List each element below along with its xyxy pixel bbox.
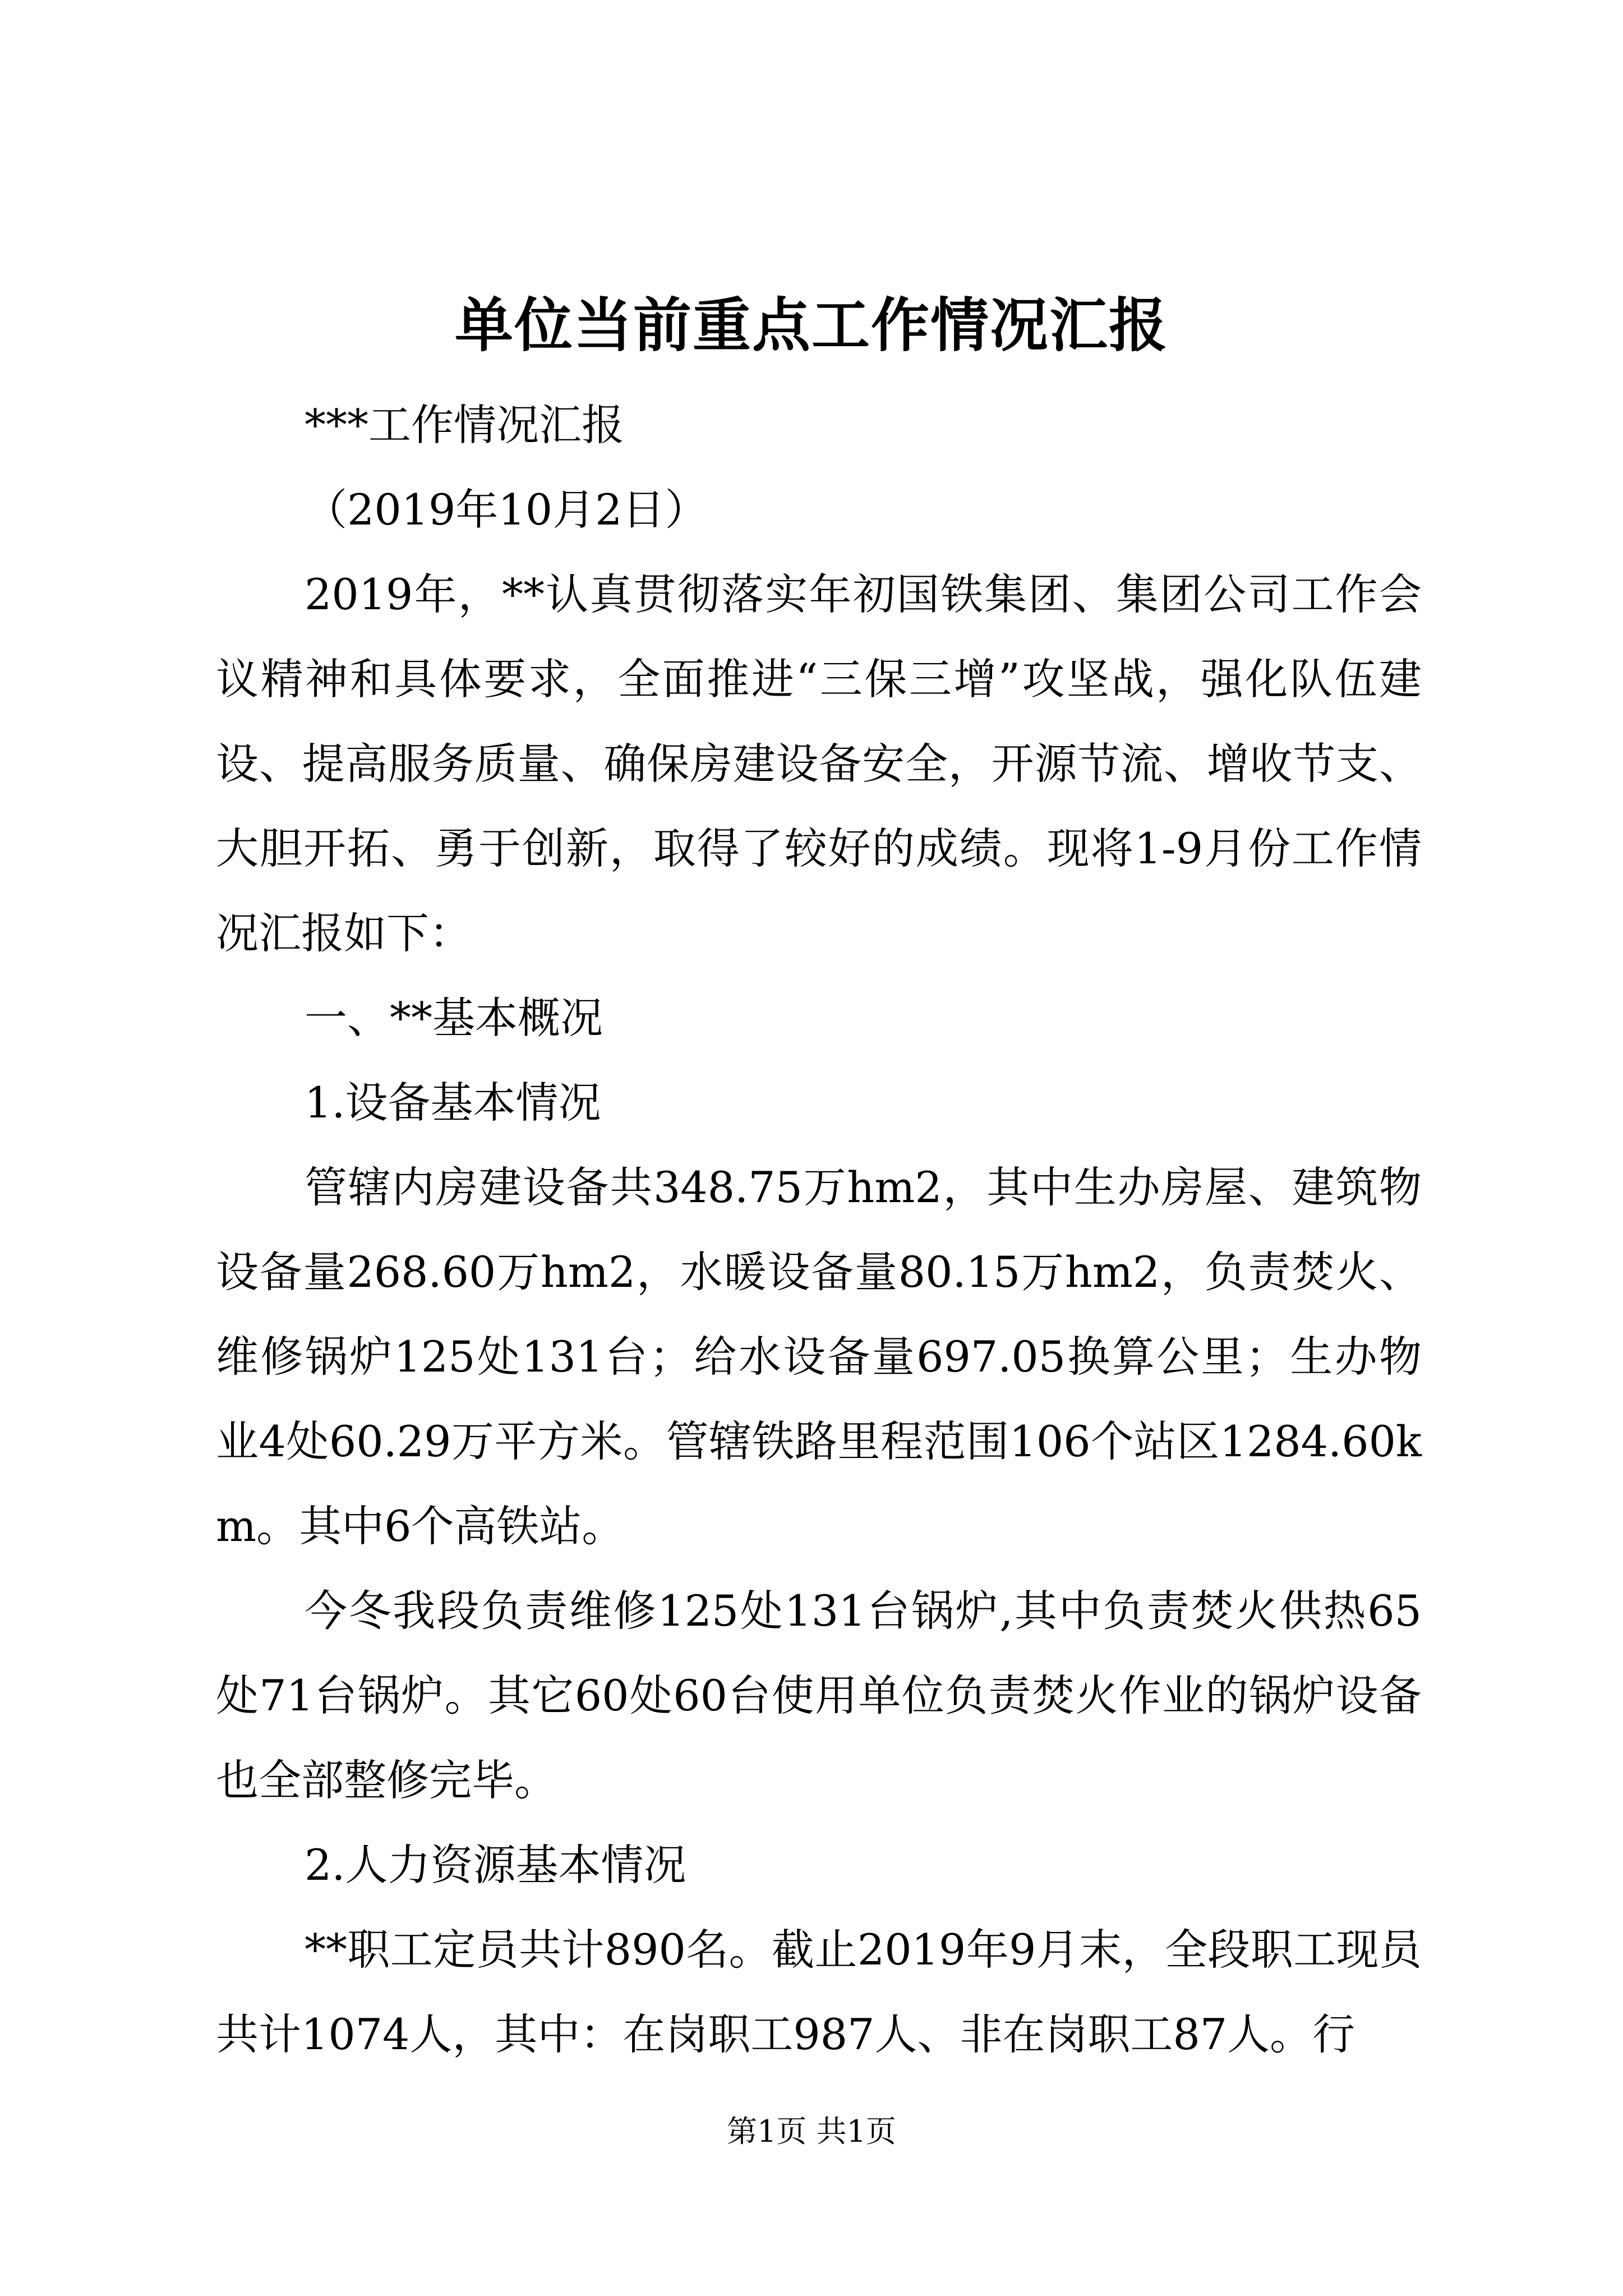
subsection-heading-hr: 2.人力资源基本情况	[305, 1840, 686, 1890]
document-title: 单位当前重点工作情况汇报	[454, 291, 1168, 360]
report-subtitle: ***工作情况汇报	[305, 400, 624, 450]
boiler-paragraph: 今冬我段负责维修125处131台锅炉,其中负责焚火供热65处71台锅炉。其它60处60台使用单位负责焚火作业的锅炉设备也全部整修完毕。	[216, 1586, 1422, 1805]
intro-paragraph: 2019年，**认真贯彻落实年初国铁集团、集团公司工作会议精神和具体要求，全面推进“三保三增”攻坚战，强化队伍建设、提高服务质量、确保房建设备安全，开源节流、增收节支、大胆开拓、勇于创新，取得了较好的成绩。现将1-9月份工作情况汇报如下：	[216, 569, 1422, 958]
hr-paragraph: **职工定员共计890名。截止2019年9月末，全段职工现员共计1074人，其中：在岗职工987人、非在岗职工87人。行	[216, 1925, 1422, 2059]
equipment-paragraph: 管辖内房建设备共348.75万hm2，其中生办房屋、建筑物设备量268.60万hm2，水暖设备量80.15万hm2，负责焚火、维修锅炉125处131台；给水设备量697.05换算公里；生办物业4处60.29万平方米。管辖铁路里程范围106个站区1284.60km。其中6个高铁站。	[216, 1162, 1422, 1551]
page-number-footer: 第1页 共1页	[727, 2114, 896, 2149]
subsection-heading-equipment: 1.设备基本情况	[305, 1078, 601, 1128]
document-body	[216, 383, 1422, 2077]
section-heading-overview: 一、**基本概况	[305, 993, 603, 1043]
report-date: （2019年10月2日）	[305, 485, 708, 535]
